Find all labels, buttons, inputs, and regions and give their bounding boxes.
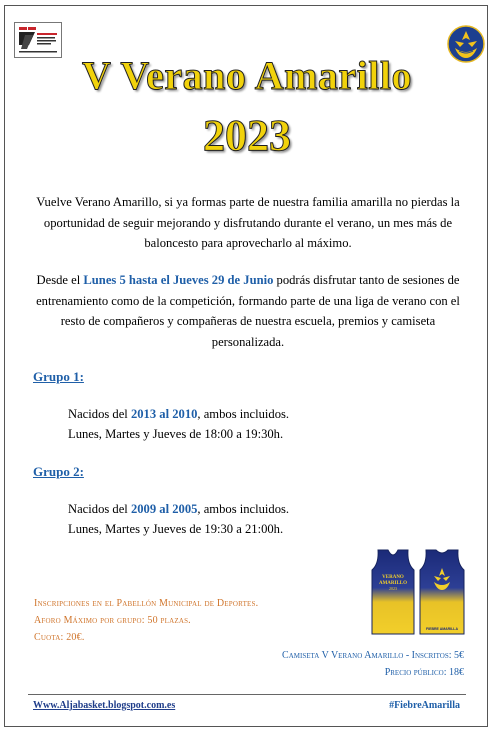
jersey-back-text: FIEBRE AMARILLA: [426, 627, 458, 631]
title-line-1: V Verano Amarillo: [81, 53, 412, 98]
intro-p2-before: Desde el: [36, 273, 84, 287]
group-1-birth-years: [68, 404, 289, 425]
group-2-born-suffix: , ambos incluidos.: [197, 502, 290, 516]
group-1-born-prefix: Nacidos del: [68, 407, 131, 421]
group-2-years: 2009 al 2005: [130, 502, 198, 516]
registration-place: Inscripciones en el Pabellón Municipal de Deportes.: [34, 598, 259, 609]
group-1-title: Grupo 1:: [33, 369, 84, 384]
footer-divider: [28, 694, 466, 695]
intro-paragraph-2: [30, 270, 466, 352]
registration-fee: Cuota: 20€.: [34, 632, 85, 643]
shirt-price-public: Precio público: 18€: [384, 667, 464, 678]
registration-max-capacity: Aforo Máximo por grupo: 50 plazas.: [34, 615, 191, 626]
group-1-born-suffix: , ambos incluidos.: [197, 407, 290, 421]
group-2-title: Grupo 2:: [33, 464, 84, 479]
jersey-front-text-1: VERANO: [382, 575, 404, 580]
jersey-front-text-2: AMARILLO: [378, 581, 408, 586]
group-2-birth-years: [68, 499, 289, 520]
intro-p2-after: podrás disfrutar tanto de sesiones de entrenamiento como de la competición, formando parte de una liga de verano con el resto de compañeros y compañeras de nuestra escuela, premios y camiseta personalizada.: [36, 273, 460, 349]
intro-dates: Lunes 5 hasta el Jueves 29 de Junio: [83, 273, 274, 287]
website-link[interactable]: Www.Aljabasket.blogspot.com.es: [33, 700, 176, 711]
shirt-price-members: Camiseta V Verano Amarillo - Inscritos: 5€: [282, 650, 464, 661]
group-1-schedule: Lunes, Martes y Jueves de 18:00 a 19:30h.: [68, 427, 284, 441]
group-2-schedule: Lunes, Martes y Jueves de 19:30 a 21:00h.: [68, 522, 284, 536]
jersey-front-text-3: 2023: [389, 586, 397, 591]
hashtag: #FiebreAmarilla: [389, 700, 460, 711]
jersey-image: [366, 546, 468, 638]
intro-paragraph-1: Vuelve Verano Amarillo, si ya formas parte de nuestra familia amarilla no pierdas la oportunidad de seguir mejorando y disfrutando durante el verano, un mes más de baloncesto para aprovecharlo al máximo.: [36, 195, 460, 250]
group-1-years: 2013 al 2010: [130, 407, 198, 421]
group-2-born-prefix: Nacidos del: [68, 502, 131, 516]
title-year: 2023: [203, 111, 291, 160]
